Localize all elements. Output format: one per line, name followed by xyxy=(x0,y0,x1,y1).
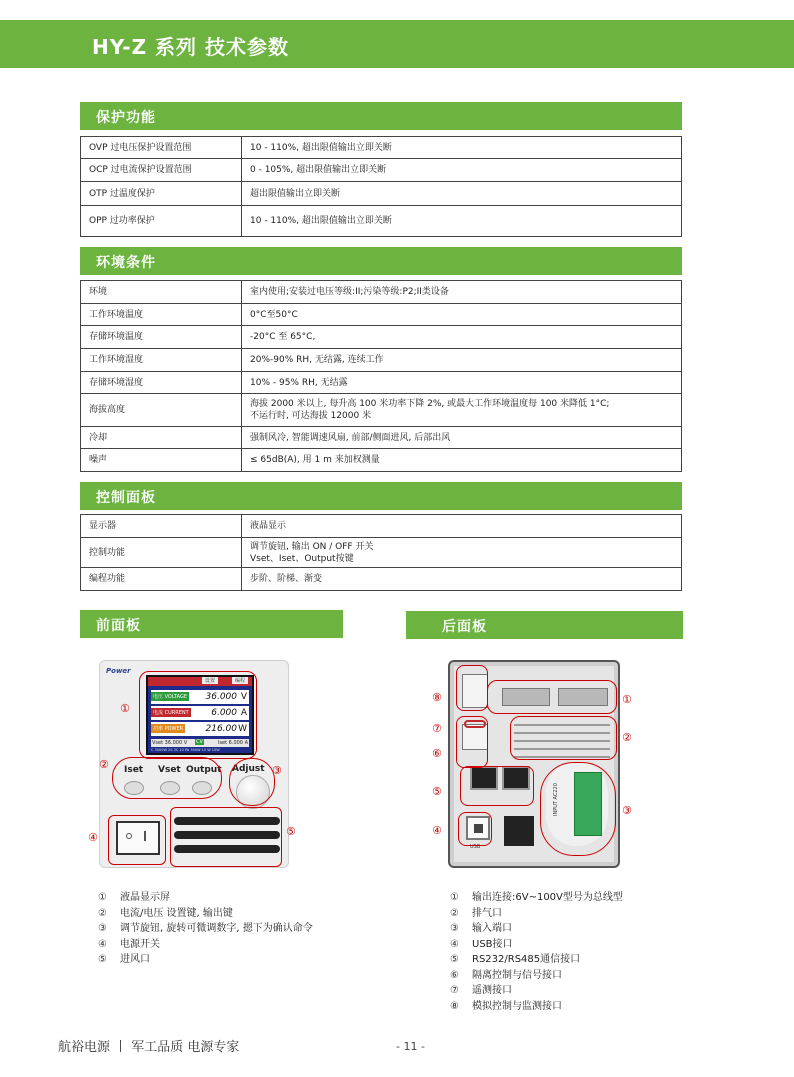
section-control-title: 控制面板 xyxy=(80,482,682,510)
table-row xyxy=(81,372,682,394)
legend-num: ③ xyxy=(450,923,459,934)
legend-num: ⑥ xyxy=(450,969,459,981)
spec-value-line1: 海拔 2000 米以上, 每升高 100 米功率下降 2%, 或最大工作环境温度每 100 米降低 1°C; xyxy=(250,399,610,409)
lcd-voltage-value: 36.000 xyxy=(205,692,237,702)
legend-text: 进风口 xyxy=(120,954,150,965)
legend-text: 隔离控制与信号接口 xyxy=(472,969,562,981)
legend-item xyxy=(98,937,313,953)
spec-key: 控制功能 xyxy=(81,538,242,568)
legend-text: 液晶显示屏 xyxy=(120,892,170,903)
table-row xyxy=(81,182,682,206)
spec-key: OTP 过温度保护 xyxy=(81,182,242,206)
table-row xyxy=(81,159,682,182)
callout-2: ② xyxy=(99,758,109,771)
callout-1: ① xyxy=(120,702,130,715)
table-row xyxy=(81,515,682,538)
spec-value: 10 - 110%, 超出限值输出立即关断 xyxy=(242,206,682,237)
spec-key: OPP 过功率保护 xyxy=(81,206,242,237)
callout-outline-usb xyxy=(458,812,492,846)
spec-key: 工作环境湿度 xyxy=(81,349,242,372)
legend-num: ④ xyxy=(450,938,459,950)
legend-text: 输入端口 xyxy=(472,923,512,934)
input-label: INPUT AC220 xyxy=(553,783,559,816)
lcd-power-label: 功率 POWER xyxy=(153,726,184,732)
adjust-knob-label: Adjust xyxy=(232,764,265,774)
lcd-current-label: 电流 CURRENT xyxy=(153,710,189,716)
legend-num: ⑧ xyxy=(450,1000,459,1012)
spec-value: 20%-90% RH, 无结露, 连续工作 xyxy=(242,349,682,372)
spec-key: 存储环境温度 xyxy=(81,326,242,349)
legend-num: ⑤ xyxy=(98,954,107,965)
rear-callout-8: ⑧ xyxy=(432,691,442,704)
callout-outline-buttons xyxy=(112,757,222,799)
table-row xyxy=(81,304,682,326)
legend-num: ① xyxy=(98,892,107,903)
legend-text: 模拟控制与监测接口 xyxy=(472,1000,562,1012)
table-row xyxy=(81,394,682,427)
spec-value: ≤ 65dB(A), 用 1 m 来加权测量 xyxy=(242,449,682,472)
brand-logo: Power xyxy=(106,667,131,675)
lcd-cv-badge: CV xyxy=(196,739,203,745)
spec-value: 室内使用;安装过电压等级:II;污染等级:P2;II类设备 xyxy=(242,281,682,304)
legend-item xyxy=(98,890,313,906)
callout-4: ④ xyxy=(88,831,98,844)
spec-value: 0°C至50°C xyxy=(242,304,682,326)
iset-button-label: Iset xyxy=(124,765,144,775)
legend-text: 调节旋钮, 旋转可微调数字, 摁下为确认命令 xyxy=(120,923,313,934)
rear-callout-7: ⑦ xyxy=(432,722,442,735)
rear-callout-3: ③ xyxy=(622,804,632,817)
legend-num: ① xyxy=(450,892,459,903)
legend-item xyxy=(98,906,313,922)
legend-text: 输出连接:6V~100V型号为总线型 xyxy=(472,892,623,903)
table-row xyxy=(81,349,682,372)
lcd-current-value: 6.000 xyxy=(211,708,237,718)
spec-value: 液晶显示 xyxy=(242,515,682,538)
environment-table xyxy=(80,280,682,472)
legend-item xyxy=(98,952,313,968)
output-button-label: Output xyxy=(186,765,222,775)
spec-key: 噪声 xyxy=(81,449,242,472)
table-row xyxy=(81,326,682,349)
lcd-voltage-unit: V xyxy=(240,692,247,702)
spec-value: 10% - 95% RH, 无结露 xyxy=(242,372,682,394)
legend-text: 排气口 xyxy=(472,907,502,919)
legend-text: 电流/电压 设置键, 输出键 xyxy=(120,907,233,919)
spec-key: OCP 过电流保护设置范围 xyxy=(81,159,242,182)
table-row xyxy=(81,568,682,591)
spec-key: 工作环境温度 xyxy=(81,304,242,326)
legend-text: RS232/RS485通信接口 xyxy=(472,954,581,965)
protection-table xyxy=(80,136,682,237)
spec-key: 存储环境湿度 xyxy=(81,372,242,394)
spec-value: -20°C 至 65°C, xyxy=(242,326,682,349)
spec-key: 冷却 xyxy=(81,427,242,449)
legend-text: 遥测接口 xyxy=(472,985,512,996)
spec-value: 0 - 105%, 超出限值输出立即关断 xyxy=(242,159,682,182)
page-title: HY-Z 系列 技术参数 xyxy=(92,35,290,59)
front-legend xyxy=(98,890,313,968)
lan-block xyxy=(504,816,534,846)
callout-outline-switch xyxy=(108,815,166,865)
table-row xyxy=(81,206,682,237)
spec-value-line1: 调节旋钮, 输出 ON / OFF 开关 xyxy=(250,541,374,552)
vset-button-label: Vset xyxy=(158,765,181,775)
legend-item xyxy=(450,983,623,999)
header-bar xyxy=(0,20,794,68)
spec-key: 环境 xyxy=(81,281,242,304)
spec-value: 强制风冷, 智能调速风扇, 前部/侧面进风, 后部出风 xyxy=(242,427,682,449)
rear-callout-6: ⑥ xyxy=(432,747,442,760)
lcd-tab-setting: 设置 xyxy=(202,677,218,684)
legend-item xyxy=(450,906,623,922)
usb-label: USB xyxy=(470,844,481,850)
lcd-voltage-label: 电压 VOLTAGE xyxy=(153,694,187,700)
legend-num: ④ xyxy=(98,938,107,950)
legend-num: ② xyxy=(450,907,459,919)
front-panel-title: 前面板 xyxy=(80,610,343,638)
lcd-vset: Vset 36.000 V xyxy=(152,740,188,746)
callout-outline-lcd xyxy=(139,671,257,759)
callout-outline-knob xyxy=(229,758,275,806)
spec-value: 10 - 110%, 超出限值输出立即关断 xyxy=(242,137,682,159)
spec-key: OVP 过电压保护设置范围 xyxy=(81,137,242,159)
callout-5: ⑤ xyxy=(286,825,296,838)
callout-outline-rs232 xyxy=(460,766,534,806)
legend-num: ③ xyxy=(98,923,107,934)
spec-value: 超出限值输出立即关断 xyxy=(242,182,682,206)
table-row xyxy=(81,281,682,304)
spec-value-line2: 不运行时, 可达海拔 12000 米 xyxy=(250,411,372,421)
lcd-power-unit: W xyxy=(238,724,247,734)
control-table xyxy=(80,514,682,591)
spec-value-line2: Vset、Iset、Output按键 xyxy=(250,553,354,564)
rear-callout-2: ② xyxy=(622,731,632,744)
footer-slogan: 航裕电源 丨 军工品质 电源专家 xyxy=(58,1040,240,1055)
legend-item xyxy=(450,968,623,984)
callout-outline-output xyxy=(487,680,617,714)
legend-text: 电源开关 xyxy=(120,938,160,950)
legend-num: ② xyxy=(98,907,107,919)
legend-item xyxy=(450,952,623,968)
lcd-status-line: C 3000W 2S 3C 10 Pb 300W 10 W 10W xyxy=(151,748,220,752)
legend-num: ⑤ xyxy=(450,954,459,965)
page-number: - 11 - xyxy=(396,1040,425,1053)
table-row xyxy=(81,538,682,568)
rear-callout-4: ④ xyxy=(432,824,442,837)
spec-key: 编程功能 xyxy=(81,568,242,591)
legend-text: USB接口 xyxy=(472,938,513,950)
spec-key: 显示器 xyxy=(81,515,242,538)
rear-callout-5: ⑤ xyxy=(432,785,442,798)
callout-outline-isolated xyxy=(456,716,488,768)
spec-value: 步阶、阶梯、渐变 xyxy=(242,568,682,591)
legend-num: ⑦ xyxy=(450,985,459,996)
legend-item xyxy=(450,999,623,1015)
legend-item xyxy=(98,921,313,937)
table-row xyxy=(81,427,682,449)
callout-3: ③ xyxy=(272,764,282,777)
section-environment-title: 环境条件 xyxy=(80,247,682,275)
spec-value xyxy=(242,394,682,427)
lcd-power-value: 216.00 xyxy=(205,724,237,734)
rear-callout-1: ① xyxy=(622,693,632,706)
table-row xyxy=(81,449,682,472)
callout-outline-analog xyxy=(456,665,488,711)
callout-outline-input xyxy=(540,762,616,856)
table-row xyxy=(81,137,682,159)
rear-panel-title: 后面板 xyxy=(406,611,683,639)
section-protection-title: 保护功能 xyxy=(80,102,682,130)
legend-item xyxy=(450,937,623,953)
lcd-iset: Iset 6.000 A xyxy=(217,740,248,746)
spec-key: 海拔高度 xyxy=(81,394,242,427)
legend-item xyxy=(450,890,623,906)
lcd-tab-program: 编程 xyxy=(232,677,248,684)
legend-item xyxy=(450,921,623,937)
lcd-current-unit: A xyxy=(240,708,247,718)
spec-value xyxy=(242,538,682,568)
callout-outline-vent xyxy=(170,807,282,867)
rear-legend xyxy=(450,890,623,1014)
callout-outline-exhaust xyxy=(510,716,617,760)
